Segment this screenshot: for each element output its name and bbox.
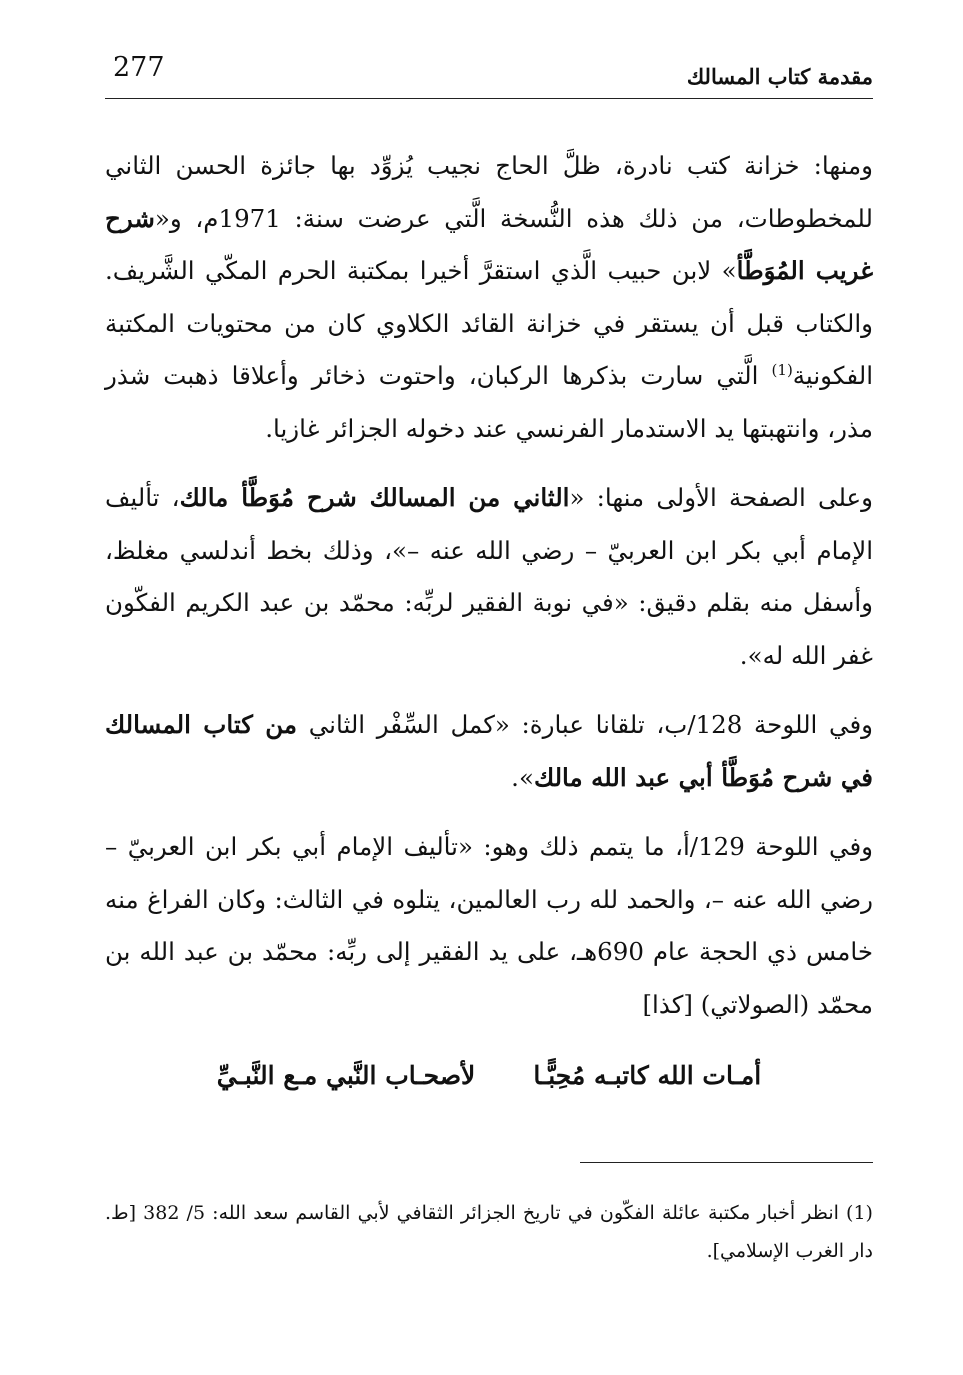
page-number: 277 [113, 52, 165, 83]
verse-hemistich-2: لأصحـاب النَّبي مـع النَّبـيِّ [216, 1061, 476, 1090]
poetry-verse [105, 1048, 873, 1104]
paragraph-2-text-a: وعلى الصفحة الأولى منها: « [569, 483, 874, 512]
paragraph-2-bold-title: الثاني من المسالك شرح مُوَطَّأ مالك [179, 483, 570, 512]
footnote-reference: (1) [771, 360, 793, 379]
running-title: مقدمة كتاب المسالك [686, 64, 873, 89]
paragraph-3-text-a: وفي اللوحة 128/ب، تلقانا عبارة: «كمل السِّفْر الثاني [297, 710, 873, 739]
paragraph-3-text-b: ». [511, 762, 534, 792]
running-header [105, 48, 873, 99]
paragraph-1-text-c: الَّتي سارت بذكرها الركبان، واحتوت ذخائر وأعلاقا ذهبت شذر مذر، وانتهبتها يد الاستدمار الفرنسي عند دخوله الجزائر غازيا. [105, 361, 873, 443]
paragraph-1-bold-title: شرح غريب المُوَطَّأ [105, 203, 874, 285]
verse-hemistich-1: أمـات الله كاتبـه مُحِبًّـا [533, 1061, 762, 1090]
paragraph-2 [105, 472, 873, 682]
paragraph-2-text-b: ، تأليف الإمام أبي بكر ابن العربيّ – رضي الله عنه –»، وذلك بخط أندلسي مغلظ، وأسفل منه بقلم دقيق: «في نوبة الفقير لربِّه: محمّد بن عبد الكريم الفكّون غفر الله له». [105, 483, 873, 670]
paragraph-3 [105, 699, 873, 804]
paragraph-1-text-b: » لابن حبيب الَّذي استقرَّ أخيرا بمكتبة الحرم المكّي الشَّريف. والكتاب قبل أن يستقر في خزانة القائد الكلاوي كان من محتويات المكتبة الفكونية [105, 256, 873, 390]
footnote-separator [580, 1162, 873, 1163]
paragraph-3-bold-title: من كتاب المسالك في شرح مُوَطَّأ أبي عبد الله مالك [105, 710, 873, 792]
paragraph-4: وفي اللوحة 129/أ، ما يتمم ذلك وهو: «تأليف الإمام أبي بكر ابن العربيّ – رضي الله عنه –، والحمد لله رب العالمين، يتلوه في الثالث: وكان الفراغ منه خامس ذي الحجة عام 690هـ، على يد الفقير إلى ربِّه: محمّد بن عبد الله بن محمّد (الصولاتي) [كذا] [105, 832, 873, 1019]
footnote-1: (1) انظر أخبار مكتبة عائلة الفكّون في تاريخ الجزائر الثقافي لأبي القاسم سعد الله: 5/ 382 [ط. دار الغرب الإسلامي]. [105, 1202, 873, 1262]
paragraph-1-text-a: ومنها: خزانة كتب نادرة، ظلَّ الحاج نجيب يُزوِّد بها جائزة الحسن الثاني للمخطوطات، من ذلك هذه النُّسخة الَّتي عرضت سنة: 1971م، و« [105, 151, 874, 233]
paragraph-1 [105, 140, 873, 455]
main-text [105, 140, 873, 1104]
